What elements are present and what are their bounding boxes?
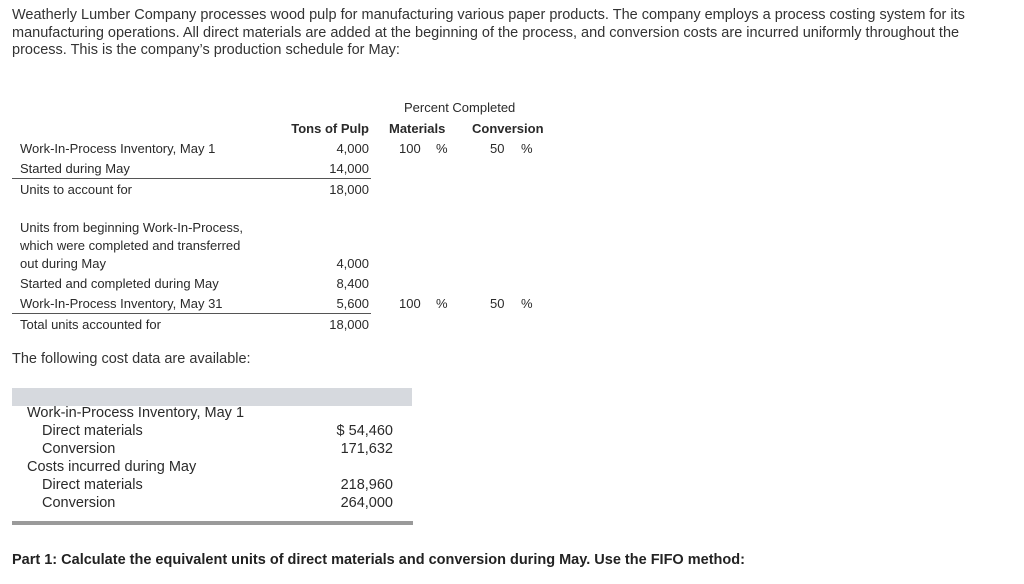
percent-sign: % bbox=[521, 296, 533, 311]
row-conversion-percent: 50 bbox=[490, 141, 505, 156]
percent-sign: % bbox=[436, 141, 448, 156]
cost-label: Conversion bbox=[42, 495, 116, 511]
row-label: out during May bbox=[20, 256, 106, 271]
row-label: Work-In-Process Inventory, May 1 bbox=[20, 141, 216, 156]
percent-sign: % bbox=[521, 141, 533, 156]
cost-label: Conversion bbox=[42, 441, 116, 457]
percent-completed-header: Percent Completed bbox=[404, 100, 516, 115]
cost-label: Direct materials bbox=[42, 477, 143, 493]
row-tons: 8,400 bbox=[336, 276, 369, 291]
divider bbox=[12, 313, 371, 314]
row-label: Units to account for bbox=[20, 182, 132, 197]
row-tons: 4,000 bbox=[336, 256, 369, 271]
tons-column-header: Tons of Pulp bbox=[291, 121, 369, 136]
table-footer-bar bbox=[12, 521, 413, 525]
row-tons: 4,000 bbox=[336, 141, 369, 156]
row-label: Started and completed during May bbox=[20, 276, 219, 291]
row-tons: 18,000 bbox=[329, 317, 369, 332]
cost-value: 264,000 bbox=[340, 495, 393, 511]
cost-value: 218,960 bbox=[340, 477, 393, 493]
row-tons: 5,600 bbox=[336, 296, 369, 311]
cost-label: Direct materials bbox=[42, 423, 143, 439]
cost-value: 171,632 bbox=[340, 441, 393, 457]
materials-column-header: Materials bbox=[389, 121, 446, 136]
cost-data-intro: The following cost data are available: bbox=[12, 351, 251, 367]
problem-intro: Weatherly Lumber Company processes wood pulp for manufacturing various paper products. The company employs a process costing system for its manufacturing operations. All direct materials are added at the beginning of the process, and conversion costs are incurred uniformly throughout the process. This is the company’s production schedule for May: bbox=[12, 7, 965, 58]
row-label: Work-In-Process Inventory, May 31 bbox=[20, 296, 223, 311]
cost-value: $ 54,460 bbox=[336, 423, 393, 439]
conversion-column-header: Conversion bbox=[472, 121, 544, 136]
wip-header: Work-in-Process Inventory, May 1 bbox=[27, 405, 245, 421]
row-label: which were completed and transferred bbox=[20, 238, 241, 253]
incurred-header: Costs incurred during May bbox=[27, 459, 197, 475]
table-header-bar bbox=[12, 388, 412, 406]
row-materials-percent: 100 bbox=[399, 296, 421, 311]
row-label: Units from beginning Work-In-Process, bbox=[20, 220, 244, 235]
percent-sign: % bbox=[436, 296, 448, 311]
row-label: Total units accounted for bbox=[20, 317, 161, 332]
divider bbox=[12, 178, 371, 179]
row-tons: 18,000 bbox=[329, 182, 369, 197]
row-materials-percent: 100 bbox=[399, 141, 421, 156]
part-1-instruction: Part 1: Calculate the equivalent units of direct materials and conversion during May. Use the FIFO method: bbox=[12, 552, 745, 568]
row-label: Started during May bbox=[20, 161, 130, 176]
row-tons: 14,000 bbox=[329, 161, 369, 176]
row-conversion-percent: 50 bbox=[490, 296, 505, 311]
